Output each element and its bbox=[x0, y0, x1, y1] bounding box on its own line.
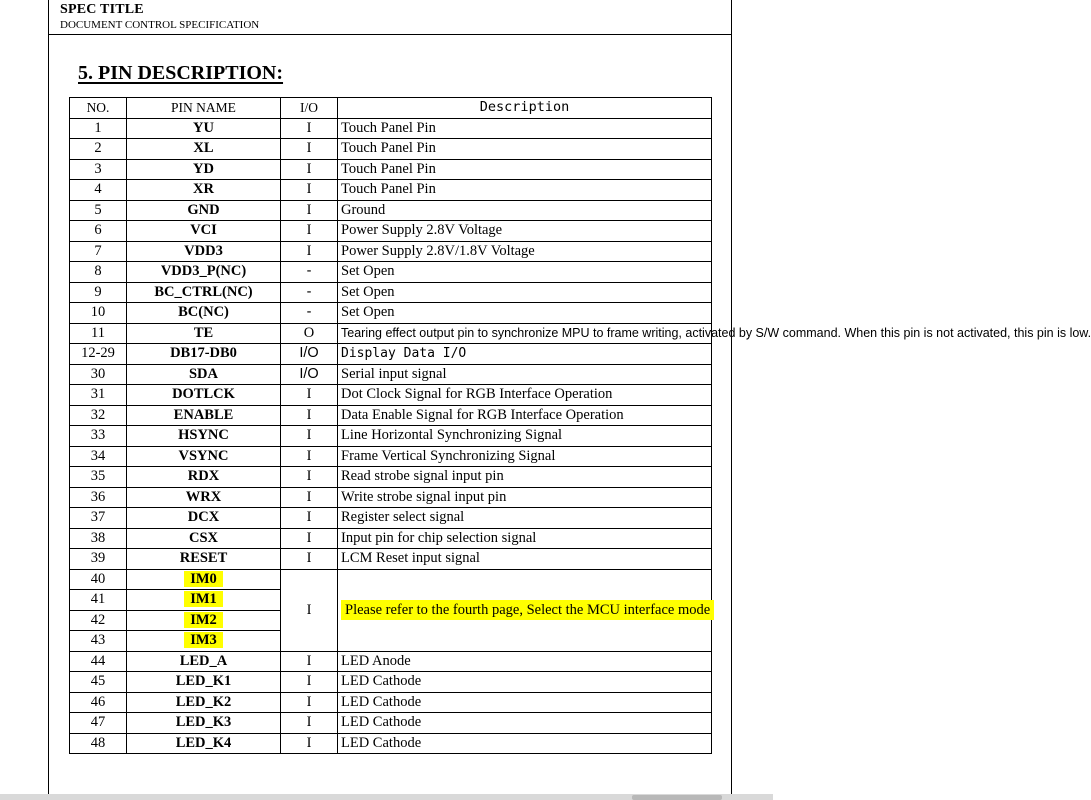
pin-name-cell bbox=[127, 631, 281, 652]
table-row bbox=[70, 549, 712, 570]
column-header-description: Description bbox=[338, 98, 712, 119]
pin-name: HSYNC bbox=[127, 426, 281, 447]
pin-name: VDD3_P(NC) bbox=[127, 262, 281, 283]
pin-name: DOTLCK bbox=[127, 385, 281, 406]
pin-number: 35 bbox=[70, 467, 127, 488]
pin-number: 4 bbox=[70, 180, 127, 201]
pin-description: Serial input signal bbox=[338, 364, 712, 385]
table-row bbox=[70, 364, 712, 385]
pin-number: 2 bbox=[70, 139, 127, 160]
table-row bbox=[70, 118, 712, 139]
pin-number: 45 bbox=[70, 672, 127, 693]
pin-io: I bbox=[281, 200, 338, 221]
pin-name: XR bbox=[127, 180, 281, 201]
pin-description: Line Horizontal Synchronizing Signal bbox=[338, 426, 712, 447]
table-row bbox=[70, 344, 712, 365]
pin-description: Touch Panel Pin bbox=[338, 139, 712, 160]
pin-description: Set Open bbox=[338, 262, 712, 283]
table-row bbox=[70, 262, 712, 283]
pin-number: 10 bbox=[70, 303, 127, 324]
table-row bbox=[70, 467, 712, 488]
pin-number: 5 bbox=[70, 200, 127, 221]
column-header-pin-name: PIN NAME bbox=[127, 98, 281, 119]
pin-io: I bbox=[281, 221, 338, 242]
pin-io: I bbox=[281, 139, 338, 160]
pin-io: I bbox=[281, 733, 338, 754]
table-row bbox=[70, 200, 712, 221]
pin-name: YD bbox=[127, 159, 281, 180]
table-row bbox=[70, 282, 712, 303]
pin-description: Tearing effect output pin to synchronize MPU to frame writing, activated by S/W command. When this pin is not activated, this pin is low. bbox=[338, 323, 712, 344]
table-row bbox=[70, 385, 712, 406]
pin-description: Dot Clock Signal for RGB Interface Operation bbox=[338, 385, 712, 406]
table-row bbox=[70, 508, 712, 529]
pin-number: 48 bbox=[70, 733, 127, 754]
pin-name: RESET bbox=[127, 549, 281, 570]
scrollbar-thumb[interactable] bbox=[632, 795, 722, 800]
pin-name: SDA bbox=[127, 364, 281, 385]
pin-io: I bbox=[281, 487, 338, 508]
pin-name: WRX bbox=[127, 487, 281, 508]
pin-description: Register select signal bbox=[338, 508, 712, 529]
pin-description: LED Cathode bbox=[338, 692, 712, 713]
pin-name: YU bbox=[127, 118, 281, 139]
table-row bbox=[70, 323, 712, 344]
table-row bbox=[70, 180, 712, 201]
pin-name: XL bbox=[127, 139, 281, 160]
pin-number: 44 bbox=[70, 651, 127, 672]
pin-io: I bbox=[281, 241, 338, 262]
table-row bbox=[70, 303, 712, 324]
pin-description: LED Cathode bbox=[338, 713, 712, 734]
pin-name: BC(NC) bbox=[127, 303, 281, 324]
pin-description: Set Open bbox=[338, 282, 712, 303]
pin-description: LED Cathode bbox=[338, 733, 712, 754]
highlighted-pin-name: IM1 bbox=[184, 591, 223, 607]
pin-description: Input pin for chip selection signal bbox=[338, 528, 712, 549]
table-row bbox=[70, 692, 712, 713]
pin-description: Touch Panel Pin bbox=[338, 118, 712, 139]
pin-number: 32 bbox=[70, 405, 127, 426]
section-title: 5. PIN DESCRIPTION: bbox=[78, 62, 284, 84]
pin-number: 6 bbox=[70, 221, 127, 242]
pin-io: I bbox=[281, 651, 338, 672]
pin-description: Power Supply 2.8V Voltage bbox=[338, 221, 712, 242]
table-row bbox=[70, 487, 712, 508]
table-row bbox=[70, 426, 712, 447]
pin-name: LED_K1 bbox=[127, 672, 281, 693]
pin-number: 7 bbox=[70, 241, 127, 262]
document-subtitle: DOCUMENT CONTROL SPECIFICATION bbox=[60, 19, 260, 31]
pin-name: VDD3 bbox=[127, 241, 281, 262]
table-row bbox=[70, 139, 712, 160]
pin-number: 46 bbox=[70, 692, 127, 713]
pin-io: I bbox=[281, 118, 338, 139]
table-row bbox=[70, 405, 712, 426]
highlighted-pin-name: IM3 bbox=[184, 632, 223, 648]
pin-io: I bbox=[281, 549, 338, 570]
table-row bbox=[70, 651, 712, 672]
pin-name-cell bbox=[127, 590, 281, 611]
pin-description: Power Supply 2.8V/1.8V Voltage bbox=[338, 241, 712, 262]
pin-number: 8 bbox=[70, 262, 127, 283]
pin-number: 36 bbox=[70, 487, 127, 508]
pin-description: LCM Reset input signal bbox=[338, 549, 712, 570]
spec-title: SPEC TITLE bbox=[60, 2, 144, 17]
pin-io: I bbox=[281, 467, 338, 488]
table-row bbox=[70, 733, 712, 754]
pin-name: DCX bbox=[127, 508, 281, 529]
pin-number: 31 bbox=[70, 385, 127, 406]
pin-number: 38 bbox=[70, 528, 127, 549]
pin-name-cell bbox=[127, 610, 281, 631]
table-row bbox=[70, 672, 712, 693]
pin-io: I bbox=[281, 180, 338, 201]
pin-number: 40 bbox=[70, 569, 127, 590]
pin-description: Data Enable Signal for RGB Interface Operation bbox=[338, 405, 712, 426]
pin-io: - bbox=[281, 262, 338, 283]
pin-name: DB17-DB0 bbox=[127, 344, 281, 365]
pin-io: I bbox=[281, 385, 338, 406]
pin-number: 43 bbox=[70, 631, 127, 652]
table-row bbox=[70, 713, 712, 734]
pin-number: 39 bbox=[70, 549, 127, 570]
pin-io: I bbox=[281, 508, 338, 529]
pin-name: RDX bbox=[127, 467, 281, 488]
table-row bbox=[70, 221, 712, 242]
pin-io: O bbox=[281, 323, 338, 344]
pin-io: I bbox=[281, 405, 338, 426]
pin-io: I bbox=[281, 713, 338, 734]
table-row bbox=[70, 528, 712, 549]
pin-name: BC_CTRL(NC) bbox=[127, 282, 281, 303]
pin-name: LED_K4 bbox=[127, 733, 281, 754]
table-row bbox=[70, 446, 712, 467]
table-row bbox=[70, 159, 712, 180]
pin-name: LED_K2 bbox=[127, 692, 281, 713]
pin-number: 9 bbox=[70, 282, 127, 303]
pin-number: 1 bbox=[70, 118, 127, 139]
pin-number: 33 bbox=[70, 426, 127, 447]
column-header-io: I/O bbox=[281, 98, 338, 119]
column-header-no: NO. bbox=[70, 98, 127, 119]
pin-name: TE bbox=[127, 323, 281, 344]
pin-description: Write strobe signal input pin bbox=[338, 487, 712, 508]
pin-name: VSYNC bbox=[127, 446, 281, 467]
pin-description: Ground bbox=[338, 200, 712, 221]
pin-io: - bbox=[281, 282, 338, 303]
highlighted-pin-name: IM2 bbox=[184, 612, 223, 628]
pin-number: 12-29 bbox=[70, 344, 127, 365]
table-header-row bbox=[70, 98, 712, 119]
pin-description: Touch Panel Pin bbox=[338, 180, 712, 201]
pin-name: GND bbox=[127, 200, 281, 221]
pin-number: 34 bbox=[70, 446, 127, 467]
pin-number: 3 bbox=[70, 159, 127, 180]
pin-name: LED_A bbox=[127, 651, 281, 672]
pin-description: LED Cathode bbox=[338, 672, 712, 693]
pin-number: 30 bbox=[70, 364, 127, 385]
pin-number: 47 bbox=[70, 713, 127, 734]
pin-description: Touch Panel Pin bbox=[338, 159, 712, 180]
table-row bbox=[70, 569, 712, 590]
pin-name: VCI bbox=[127, 221, 281, 242]
pin-description: Frame Vertical Synchronizing Signal bbox=[338, 446, 712, 467]
pin-io: I bbox=[281, 672, 338, 693]
highlighted-description: Please refer to the fourth page, Select the MCU interface mode bbox=[341, 600, 714, 620]
pin-name: CSX bbox=[127, 528, 281, 549]
table-row bbox=[70, 241, 712, 262]
pin-number: 41 bbox=[70, 590, 127, 611]
pin-description: Display Data I/O bbox=[338, 344, 712, 365]
pin-io: I bbox=[281, 159, 338, 180]
pin-description: Read strobe signal input pin bbox=[338, 467, 712, 488]
pin-io: I bbox=[281, 528, 338, 549]
pin-io: I bbox=[281, 569, 338, 651]
pin-io: I bbox=[281, 692, 338, 713]
pin-io: I/O bbox=[281, 364, 338, 385]
pin-description: Set Open bbox=[338, 303, 712, 324]
pin-number: 42 bbox=[70, 610, 127, 631]
pin-io: - bbox=[281, 303, 338, 324]
pin-number: 11 bbox=[70, 323, 127, 344]
pin-io: I bbox=[281, 426, 338, 447]
pin-number: 37 bbox=[70, 508, 127, 529]
pin-name: ENABLE bbox=[127, 405, 281, 426]
pin-description-table bbox=[69, 97, 1091, 754]
pin-io: I bbox=[281, 446, 338, 467]
pin-description-cell bbox=[338, 569, 712, 651]
pin-name-cell bbox=[127, 569, 281, 590]
pin-description: LED Anode bbox=[338, 651, 712, 672]
highlighted-pin-name: IM0 bbox=[184, 571, 223, 587]
pin-name: LED_K3 bbox=[127, 713, 281, 734]
pin-io: I/O bbox=[281, 344, 338, 365]
